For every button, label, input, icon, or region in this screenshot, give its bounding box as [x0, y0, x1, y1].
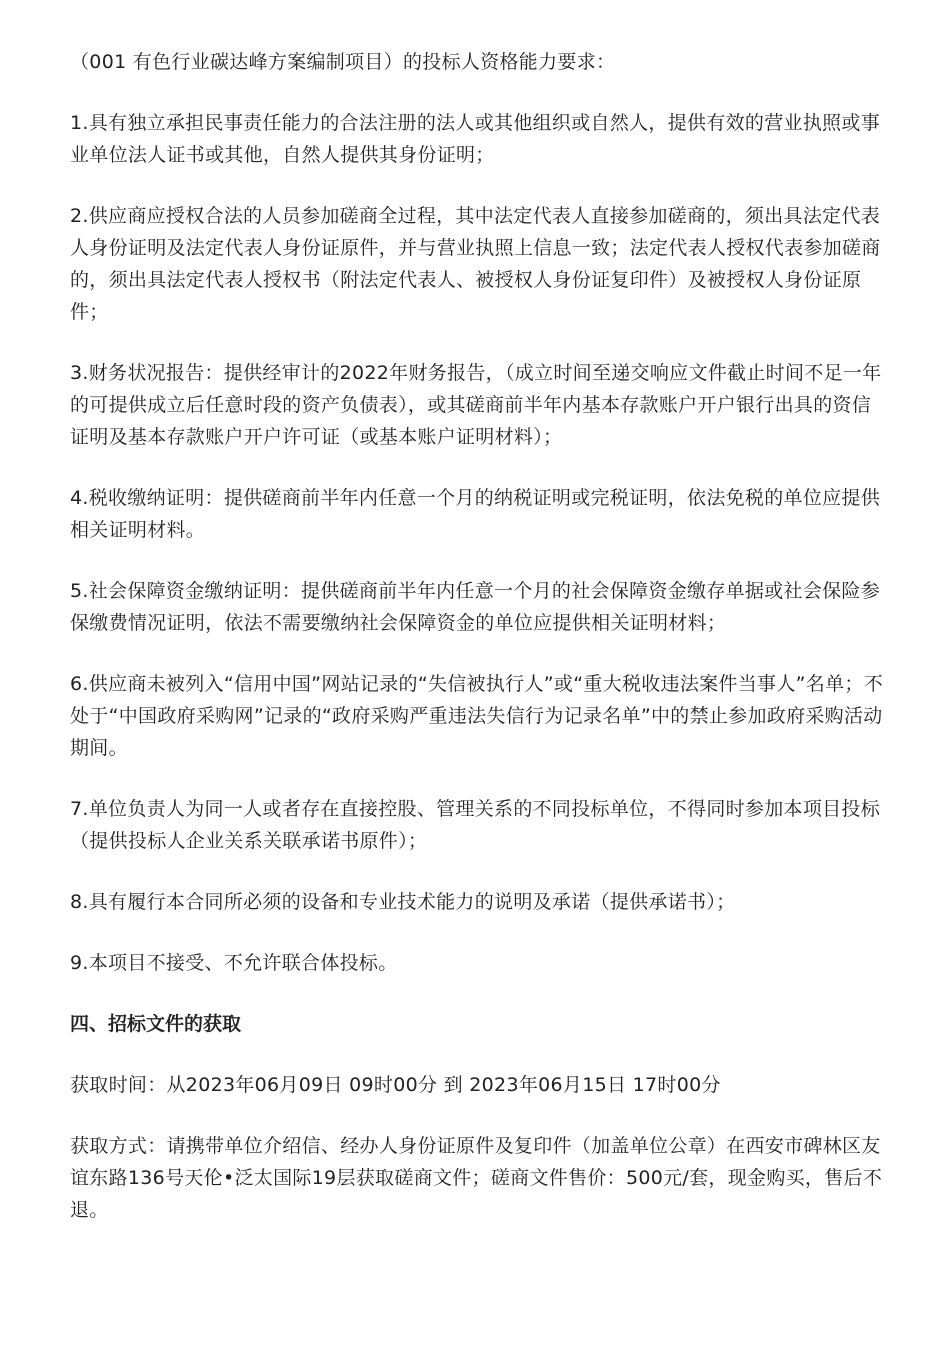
- intro-text: （001 有色行业碳达峰方案编制项目）的投标人资格能力要求：: [70, 51, 616, 73]
- requirement-5: 5.社会保障资金缴纳证明：提供磋商前半年内任意一个月的社会保障资金缴存单据或社会保险参保缴费情况证明，依法不需要缴纳社会保障资金的单位应提供相关证明材料；: [70, 580, 881, 634]
- requirement-9: 9.本项目不接受、不允许联合体投标。: [70, 952, 398, 974]
- acquisition-time: 获取时间：从2023年06月09日 09时00分 到 2023年06月15日 17时00分: [70, 1074, 721, 1096]
- requirement-2: 2.供应商应授权合法的人员参加磋商全过程，其中法定代表人直接参加磋商的，须出具法定代表人身份证明及法定代表人身份证原件，并与营业执照上信息一致；法定代表人授权代表参加磋商的，须出具法定代表人授权书（附法定代表人、被授权人身份证复印件）及被授权人身份证原件；: [70, 205, 881, 323]
- document-body: [70, 46, 890, 1226]
- requirement-6: 6.供应商未被列入“信用中国”网站记录的“失信被执行人”或“重大税收违法案件当事人”名单；不处于“中国政府采购网”记录的“政府采购严重违法失信行为记录名单”中的禁止参加政府采购活动期间。: [70, 673, 883, 759]
- requirement-1: 1.具有独立承担民事责任能力的合法注册的法人或其他组织或自然人，提供有效的营业执照或事业单位法人证书或其他，自然人提供其身份证明；: [70, 112, 881, 166]
- section-heading: 四、招标文件的获取: [70, 1013, 242, 1035]
- requirement-4: 4.税收缴纳证明：提供磋商前半年内任意一个月的纳税证明或完税证明，依法免税的单位应提供相关证明材料。: [70, 487, 881, 541]
- requirement-3: 3.财务状况报告：提供经审计的2022年财务报告，（成立时间至递交响应文件截止时间不足一年的可提供成立后任意时段的资产负债表），或其磋商前半年内基本存款账户开户银行出具的资信证明及基本存款账户开户许可证（或基本账户证明材料）；: [70, 362, 882, 448]
- requirement-8: 8.具有履行本合同所必须的设备和专业技术能力的说明及承诺（提供承诺书）；: [70, 891, 736, 913]
- requirement-7: 7.单位负责人为同一人或者存在直接控股、管理关系的不同投标单位，不得同时参加本项目投标（提供投标人企业关系关联承诺书原件）；: [70, 798, 881, 852]
- acquisition-method: 获取方式：请携带单位介绍信、经办人身份证原件及复印件（加盖单位公章）在西安市碑林区友谊东路136号天伦•泛太国际19层获取磋商文件；磋商文件售价：500元/套，现金购买，售后不退。: [70, 1135, 883, 1221]
